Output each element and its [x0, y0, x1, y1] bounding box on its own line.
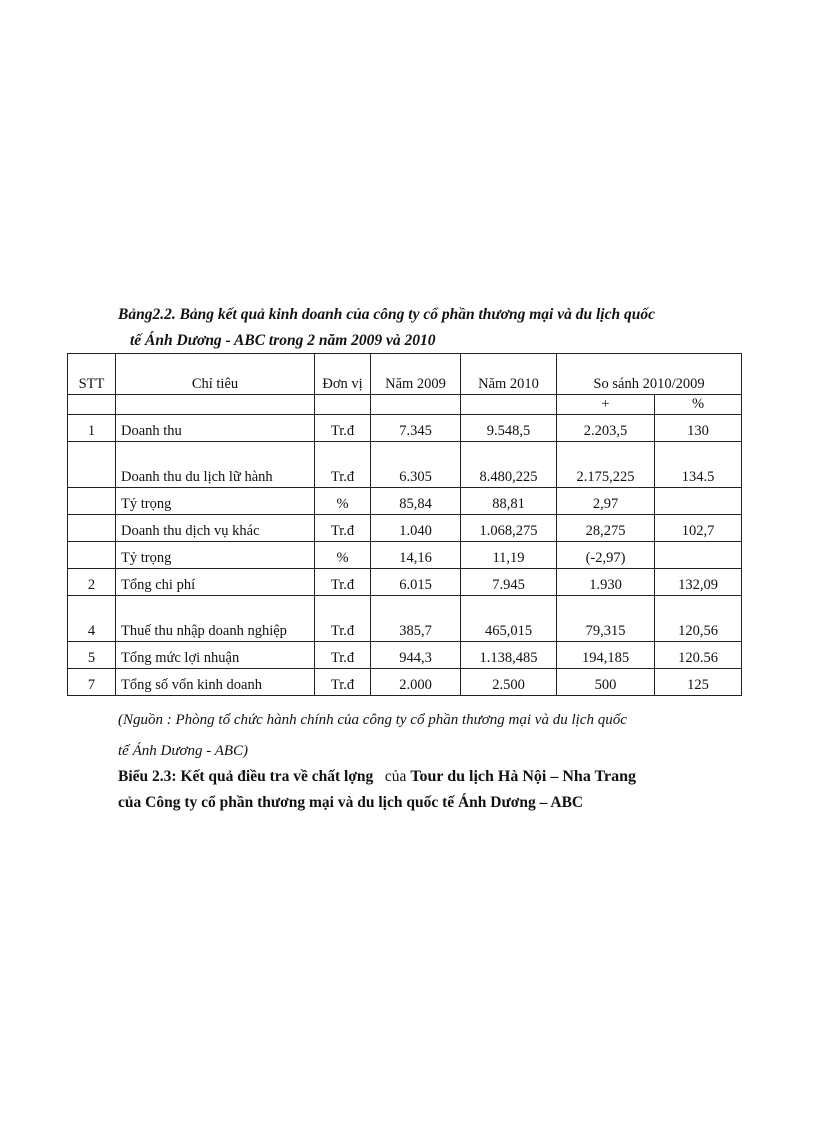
chart-label: Biểu 2.3: [118, 768, 177, 785]
row-percent: 120,56 [655, 596, 742, 642]
row-2009: 944,3 [371, 642, 461, 669]
header-stt: STT [68, 354, 116, 395]
row-diff: (-2,97) [557, 542, 655, 569]
source-note [118, 705, 758, 767]
chart-title-text: Kết quả điều tra về chất lợng [180, 768, 374, 785]
row-stt: 5 [68, 642, 116, 669]
row-diff: 500 [557, 669, 655, 696]
row-diff: 79,315 [557, 596, 655, 642]
table-row [68, 515, 742, 542]
row-unit: Tr.đ [315, 569, 371, 596]
row-diff: 2.203,5 [557, 415, 655, 442]
row-diff: 1.930 [557, 569, 655, 596]
header-row [68, 354, 742, 395]
row-stt: 2 [68, 569, 116, 596]
row-stt [68, 515, 116, 542]
row-indicator: Tỷ trọng [116, 488, 315, 515]
row-2009: 2.000 [371, 669, 461, 696]
row-diff: 2.175,225 [557, 442, 655, 488]
row-stt: 1 [68, 415, 116, 442]
row-stt: 4 [68, 596, 116, 642]
header-percent: % [655, 395, 742, 415]
row-2009: 7.345 [371, 415, 461, 442]
row-stt [68, 542, 116, 569]
row-unit: Tr.đ [315, 415, 371, 442]
row-unit: % [315, 542, 371, 569]
row-2009: 14,16 [371, 542, 461, 569]
table-row [68, 442, 742, 488]
row-diff: 2,97 [557, 488, 655, 515]
row-indicator: Thuế thu nhập doanh nghiệp [116, 596, 315, 642]
row-stt: 7 [68, 669, 116, 696]
row-stt [68, 488, 116, 515]
table-row [68, 542, 742, 569]
row-2010: 8.480,225 [461, 442, 557, 488]
row-unit: Tr.đ [315, 669, 371, 696]
source-line-2: tế Ánh Dương - ABC) [118, 743, 249, 759]
subheader-row [68, 395, 742, 415]
row-percent: 120.56 [655, 642, 742, 669]
table-row [68, 569, 742, 596]
header-indicator: Chỉ tiêu [116, 354, 315, 395]
row-indicator: Tỷ trọng [116, 542, 315, 569]
row-2010: 465,015 [461, 596, 557, 642]
row-percent [655, 488, 742, 515]
caption-line-1: Bảng2.2. Bảng kết quả kinh doanh của công ty cổ phần thương mại và du lịch quốc [118, 306, 655, 323]
table-row [68, 596, 742, 642]
table-row [68, 488, 742, 515]
row-indicator: Doanh thu du lịch lữ hành [116, 442, 315, 488]
chart-title-of: của [384, 768, 407, 785]
row-2010: 1.138,485 [461, 642, 557, 669]
caption-line-2: tế Ánh Dương - ABC trong 2 năm 2009 và 2010 [130, 332, 436, 349]
business-results-table [67, 353, 742, 696]
header-compare: So sánh 2010/2009 [557, 354, 742, 395]
row-2010: 88,81 [461, 488, 557, 515]
table-caption [118, 302, 758, 354]
row-2010: 1.068,275 [461, 515, 557, 542]
row-diff: 28,275 [557, 515, 655, 542]
row-percent: 130 [655, 415, 742, 442]
row-percent: 134.5 [655, 442, 742, 488]
row-unit: Tr.đ [315, 642, 371, 669]
row-2009: 6.305 [371, 442, 461, 488]
table-row [68, 669, 742, 696]
row-unit: % [315, 488, 371, 515]
row-indicator: Tổng chi phí [116, 569, 315, 596]
row-indicator: Doanh thu [116, 415, 315, 442]
chart-title-tour: Tour du lịch Hà Nội – Nha Trang [410, 768, 637, 785]
row-percent: 132,09 [655, 569, 742, 596]
row-percent [655, 542, 742, 569]
row-2009: 1.040 [371, 515, 461, 542]
row-indicator: Doanh thu dịch vụ khác [116, 515, 315, 542]
row-percent: 125 [655, 669, 742, 696]
table-row [68, 415, 742, 442]
row-percent: 102,7 [655, 515, 742, 542]
row-indicator: Tổng số vốn kinh doanh [116, 669, 315, 696]
row-unit: Tr.đ [315, 596, 371, 642]
row-2010: 11,19 [461, 542, 557, 569]
row-unit: Tr.đ [315, 442, 371, 488]
row-2009: 385,7 [371, 596, 461, 642]
chart-title [118, 764, 758, 816]
row-2009: 85,84 [371, 488, 461, 515]
chart-title-line-2: của Công ty cổ phần thương mại và du lịch quốc tế Ánh Dương – ABC [118, 794, 584, 811]
row-2010: 2.500 [461, 669, 557, 696]
table-row [68, 642, 742, 669]
header-2010: Năm 2010 [461, 354, 557, 395]
row-2010: 9.548,5 [461, 415, 557, 442]
header-plus: + [557, 395, 655, 415]
row-2009: 6.015 [371, 569, 461, 596]
source-line-1: (Nguồn : Phòng tổ chức hành chính của công ty cổ phần thương mại và du lịch quốc [118, 712, 627, 728]
row-indicator: Tổng mức lợi nhuận [116, 642, 315, 669]
header-2009: Năm 2009 [371, 354, 461, 395]
row-diff: 194,185 [557, 642, 655, 669]
row-unit: Tr.đ [315, 515, 371, 542]
row-stt [68, 442, 116, 488]
row-2010: 7.945 [461, 569, 557, 596]
header-unit: Đơn vị [315, 354, 371, 395]
